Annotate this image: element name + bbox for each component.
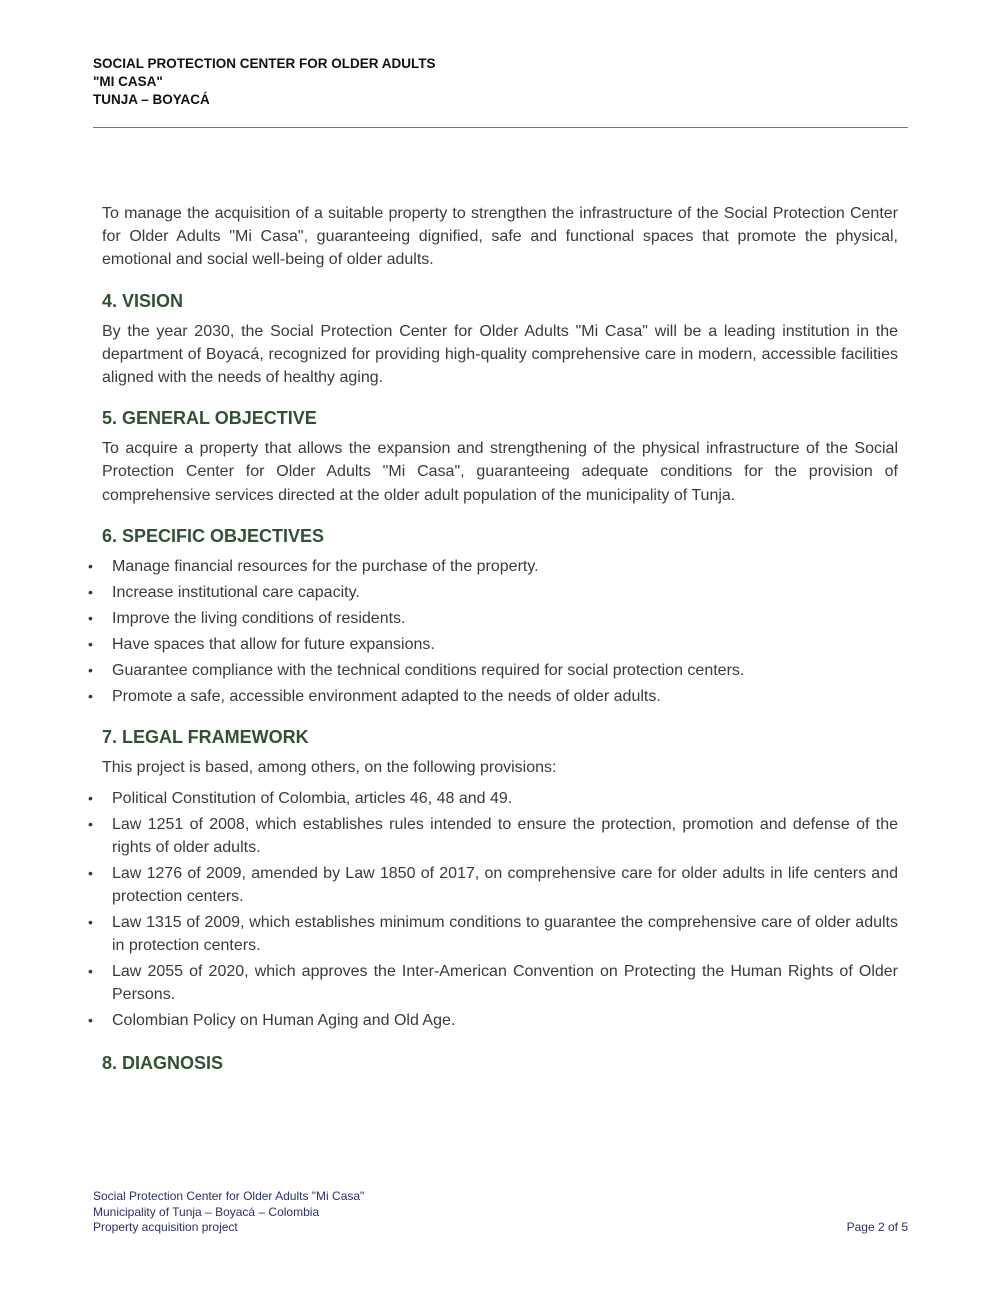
- specific-objectives-list: [88, 555, 898, 708]
- page-footer: [93, 1189, 908, 1236]
- list-item: [88, 1009, 898, 1032]
- bullet-icon: •: [88, 864, 93, 881]
- list-item-text: Political Constitution of Colombia, articles 46, 48 and 49.: [112, 789, 513, 807]
- footer-line-center: Social Protection Center for Older Adults "Mi Casa": [93, 1189, 365, 1203]
- bullet-icon: •: [88, 661, 93, 678]
- list-item: [88, 685, 898, 708]
- list-item-text: Colombian Policy on Human Aging and Old Age.: [112, 1011, 456, 1029]
- list-item-text: Have spaces that allow for future expansions.: [112, 635, 435, 653]
- header-line-organization: SOCIAL PROTECTION CENTER FOR OLDER ADULTS: [93, 56, 436, 71]
- list-item: [88, 911, 898, 957]
- list-item: [88, 581, 898, 604]
- list-item: [88, 659, 898, 682]
- list-item: [88, 960, 898, 1006]
- list-item-text: Manage financial resources for the purchase of the property.: [112, 557, 539, 575]
- bullet-icon: •: [88, 1011, 93, 1028]
- list-item: [88, 862, 898, 908]
- vision-heading: 4. VISION: [102, 290, 184, 311]
- bullet-icon: •: [88, 557, 93, 574]
- bullet-icon: •: [88, 962, 93, 979]
- page-header: [93, 55, 908, 109]
- list-item-text: Law 2055 of 2020, which approves the Inter-American Convention on Protecting the Human Rights of Older Persons.: [112, 962, 898, 1003]
- bullet-icon: •: [88, 815, 93, 832]
- list-item-text: Guarantee compliance with the technical conditions required for social protection centers.: [112, 661, 745, 679]
- legal-framework-heading: 7. LEGAL FRAMEWORK: [102, 726, 309, 747]
- list-item: [88, 787, 898, 810]
- legal-framework-list: [88, 787, 898, 1032]
- header-line-location: TUNJA – BOYACÁ: [93, 92, 210, 107]
- header-line-name: "MI CASA": [93, 74, 163, 89]
- page-number: Page 2 of 5: [846, 1220, 908, 1234]
- document-body: [88, 202, 898, 1082]
- list-item-text: Law 1251 of 2008, which establishes rules intended to ensure the protection, promotion and defense of the rights of older adults.: [112, 815, 898, 856]
- bullet-icon: •: [88, 635, 93, 652]
- list-item: [88, 813, 898, 859]
- footer-line-municipality: Municipality of Tunja – Boyacá – Colombia: [93, 1204, 320, 1219]
- bullet-icon: •: [88, 789, 93, 806]
- list-item-text: Improve the living conditions of residents.: [112, 609, 406, 627]
- mission-paragraph: To manage the acquisition of a suitable property to strengthen the infrastructure of the Social Protection Center for Older Adults "Mi Casa", guaranteeing dignified, safe and functional spaces that promote the physical, emotional and social well-being of older adults.: [102, 205, 898, 269]
- bullet-icon: •: [88, 609, 93, 626]
- vision-paragraph: By the year 2030, the Social Protection Center for Older Adults "Mi Casa" will be a leading institution in the department of Boyacá, recognized for providing high-quality comprehensive care in modern, accessible facilities aligned with the needs of healthy aging.: [102, 322, 898, 387]
- list-item-text: Law 1276 of 2009, amended by Law 1850 of 2017, on comprehensive care for older adults in life centers and protection centers.: [112, 864, 898, 905]
- bullet-icon: •: [88, 913, 93, 930]
- bullet-icon: •: [88, 583, 93, 600]
- list-item: [88, 633, 898, 656]
- diagnosis-heading: 8. DIAGNOSIS: [102, 1052, 224, 1073]
- legal-framework-intro: This project is based, among others, on the following provisions:: [102, 758, 557, 776]
- list-item-text: Increase institutional care capacity.: [112, 583, 360, 601]
- list-item-text: Law 1315 of 2009, which establishes minimum conditions to guarantee the comprehensive care of older adults in protection centers.: [112, 913, 898, 954]
- list-item-text: Promote a safe, accessible environment adapted to the needs of older adults.: [112, 687, 661, 705]
- general-objective-paragraph: To acquire a property that allows the expansion and strengthening of the physical infrastructure of the Social Protection Center for Older Adults "Mi Casa", guaranteeing adequate conditions for the provision of comprehensive services directed at the older adult population of the municipality of Tunja.: [102, 440, 898, 504]
- list-item: [88, 607, 898, 630]
- specific-objectives-heading: 6. SPECIFIC OBJECTIVES: [102, 525, 325, 546]
- footer-line-project: Property acquisition project: [93, 1220, 238, 1234]
- general-objective-heading: 5. GENERAL OBJECTIVE: [102, 408, 317, 429]
- bullet-icon: •: [88, 687, 93, 704]
- list-item: [88, 555, 898, 578]
- header-divider: [93, 127, 908, 128]
